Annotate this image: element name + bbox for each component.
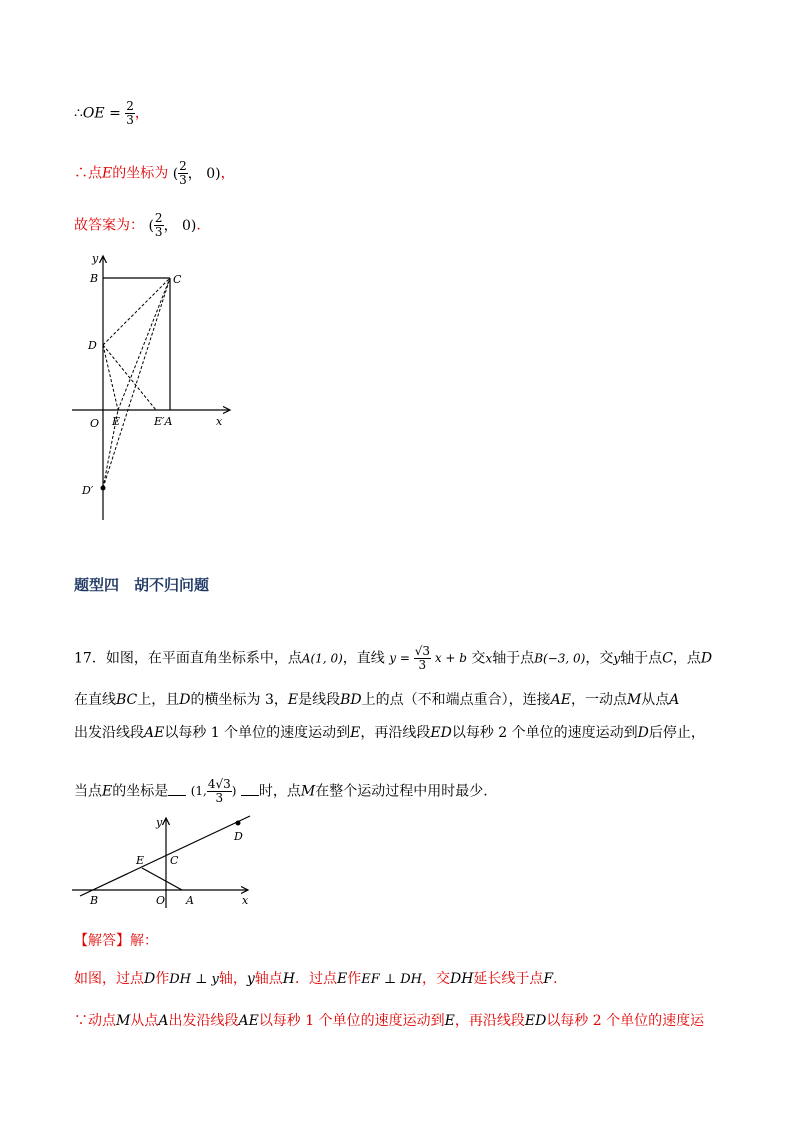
point-d bbox=[236, 821, 241, 826]
segment-de-prime bbox=[103, 345, 156, 410]
label-d: D bbox=[88, 339, 97, 352]
segment-dprime-c bbox=[103, 278, 170, 488]
solution-line-oe bbox=[74, 100, 149, 127]
answer-step-2: ∵动点M从点A出发沿线段AE以每秒 1 个单位的速度运动到E，再沿线段ED以每秒 2 个单位的速度运 bbox=[74, 1013, 705, 1029]
label-y: y bbox=[156, 816, 163, 829]
problem-17-line2: 在直线BC上，且D的横坐标为 3，E是线段BD上的点（不和端点重合），连接AE，一动点M从点A bbox=[74, 692, 680, 708]
problem-number: 17． bbox=[74, 650, 106, 667]
label-d: D bbox=[234, 830, 243, 843]
label-o: O bbox=[156, 894, 166, 907]
problem-17-line1: 17．如图，在平面直角坐标系中，点A(1, 0)，直线 y = $\frac{√3}{3}$ x + b 交x轴于点B(−3, 0)，交y轴于点C，点D bbox=[74, 644, 713, 672]
segment-ec bbox=[118, 278, 170, 410]
point-d-prime bbox=[101, 486, 106, 491]
label-y: y bbox=[92, 252, 99, 265]
figure-rectangle-reflection bbox=[68, 250, 238, 525]
figure-line-bc bbox=[70, 812, 260, 912]
solution-line-e-coord: ∴点E的坐标为 ( $\frac{2}{3}$ ， 0)， bbox=[74, 159, 235, 187]
line-bd bbox=[80, 816, 250, 896]
label-c: C bbox=[173, 273, 182, 286]
answer-coordinate: (1, $\frac{4√3}{3}$ ) bbox=[190, 777, 237, 805]
therefore-symbol: ∴ bbox=[74, 105, 83, 122]
label-e: E bbox=[112, 415, 121, 428]
equals-sign: = bbox=[109, 105, 121, 122]
answer-coord: ( $\frac{2}{3}$ ， 0) bbox=[148, 211, 197, 239]
section-title: 题型四 胡不归问题 bbox=[74, 576, 210, 594]
fraction-two-thirds: $\frac{2}{3}$ bbox=[126, 99, 134, 127]
label-e: E bbox=[136, 854, 145, 867]
comma: ， bbox=[134, 105, 149, 122]
problem-17-line4: 当点E的坐标是 (1, $\frac{4√3}{3}$ ) 时，点M在整个运动过程中用时最少. bbox=[74, 777, 488, 805]
point-a-coord: A(1, 0) bbox=[301, 651, 343, 666]
label-x: x bbox=[216, 415, 223, 428]
answer-heading: 【解答】解： bbox=[74, 933, 158, 949]
label-o: O bbox=[90, 417, 100, 430]
answer-step-1: 如图，过点D作DH ⊥ y轴，y轴点H．过点E作EF ⊥ DH，交DH延长线于点F. bbox=[74, 971, 558, 987]
label-x: x bbox=[242, 894, 249, 907]
label-b: B bbox=[90, 894, 99, 907]
problem-17-line3: 出发沿线段AE以每秒 1 个单位的速度运动到E，再沿线段ED以每秒 2 个单位的速度运动到D后停止， bbox=[74, 725, 705, 741]
label-eprime-a: E′A bbox=[154, 415, 173, 428]
label-a: A bbox=[186, 894, 194, 907]
point-b-coord: B(−3, 0) bbox=[534, 651, 586, 666]
line-equation: y = $\frac{√3}{3}$ x + b bbox=[389, 644, 467, 672]
segment-ae bbox=[142, 868, 182, 890]
solution-line-answer: 故答案为： ( $\frac{2}{3}$ ， 0). bbox=[74, 211, 201, 239]
label-d-prime: D′ bbox=[82, 484, 94, 497]
oe-term: OE bbox=[82, 105, 105, 122]
segment-dc bbox=[103, 278, 170, 345]
label-b: B bbox=[90, 272, 99, 285]
coord-e: ( $\frac{2}{3}$ ， 0) bbox=[172, 159, 221, 187]
label-c: C bbox=[170, 854, 179, 867]
